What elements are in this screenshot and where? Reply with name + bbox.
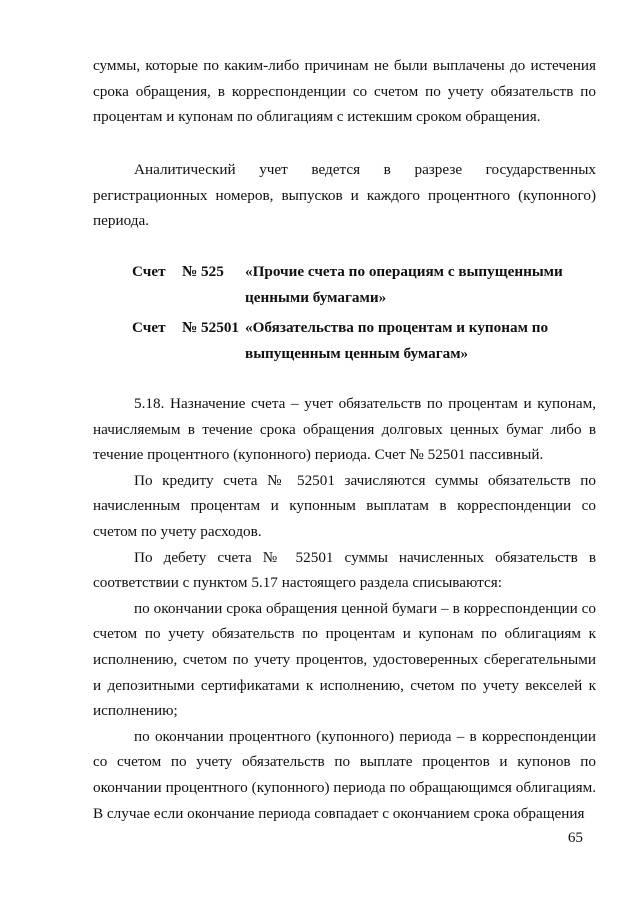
paragraph-debit: По дебету счета № 52501 суммы начисленных обязательств в соответствии с пунктом 5.17 настоящего раздела списываются: <box>93 548 596 592</box>
paragraph-continuation: суммы, которые по каким-либо причинам не были выплачены до истечения срока обращения, в корреспонденции со счетом по учету обязательств по процентам и купонам по облигациям с истекшим сроком обращения. <box>93 57 596 126</box>
paragraph-maturity: по окончании срока обращения ценной бумаги – в корреспонденции со счетом по учету обязательств по процентам и купонам по облигациям к исполнению, счетом по учету процентов, удостоверенных сберегательными и депозитными сертификатами к исполнению, счетом по учету векселей к исполнению; <box>93 599 596 720</box>
account-number: № 525 <box>182 263 224 280</box>
account-heading-52501 <box>132 315 602 367</box>
analytics-paragraph-block <box>93 157 596 234</box>
account-row <box>132 315 602 367</box>
account-label: Счет <box>132 263 166 280</box>
paragraph-analytics: Аналитический учет ведется в разрезе государственных регистрационных номеров, выпусков и каждого процентного (купонного) периода. <box>93 161 596 230</box>
account-number: № 52501 <box>182 319 240 336</box>
account-row <box>132 259 602 311</box>
paragraph-coupon-period: по окончании процентного (купонного) периода – в корреспонденции со счетом по учету обязательств по выплате процентов и купонов по окончании процентного (купонного) периода по обращающимся облигациям. В случае если окончание периода совпадает с окончанием срока обращения <box>93 727 596 822</box>
account-label: Счет <box>132 319 166 336</box>
paragraph-purpose: 5.18. Назначение счета – учет обязательств по процентам и купонам, начисляемым в течение срока обращения долговых ценных бумаг либо в течение процентного (купонного) периода. Счет № 52501 пассивный. <box>93 395 596 464</box>
page-number: 65 <box>567 829 583 846</box>
top-paragraph-block <box>93 53 596 130</box>
account-title: «Прочие счета по операциям с выпущенными ценными бумагами» <box>245 263 563 306</box>
paragraph-credit: По кредиту счета № 52501 зачисляются суммы обязательств по начисленным процентам и купонным выплатам в корреспонденции со счетом по учету расходов. <box>93 471 596 540</box>
account-heading-525 <box>132 259 602 311</box>
account-title: «Обязательства по процентам и купонам по выпущенным ценным бумагам» <box>245 319 549 362</box>
body-paragraphs <box>93 391 596 826</box>
